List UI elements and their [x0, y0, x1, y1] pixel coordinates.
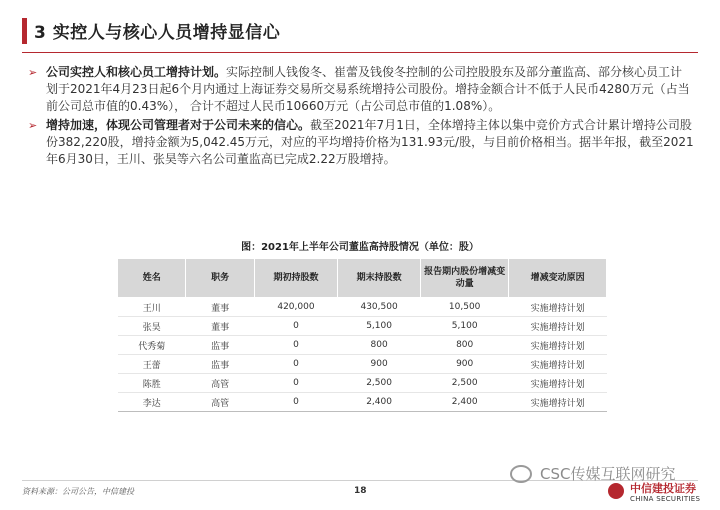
- table-row: [118, 317, 607, 336]
- col-header-reason: 增减变动原因: [509, 259, 607, 298]
- col-header-change: 报告期内股份增减变动量: [421, 259, 509, 298]
- company-logo: [608, 480, 708, 506]
- bullet-item: [26, 64, 694, 115]
- col-header-closing: 期末持股数: [338, 259, 421, 298]
- cell-opening: 0: [254, 336, 337, 355]
- cell-name: 张昊: [118, 317, 186, 336]
- cell-closing: 2,400: [338, 393, 421, 412]
- page-title: 3 实控人与核心人员增持显信心: [34, 23, 281, 43]
- cell-position: 监事: [186, 355, 254, 374]
- cell-reason: 实施增持计划: [509, 336, 607, 355]
- title-accent: [22, 18, 27, 44]
- cell-change: 10,500: [421, 298, 509, 317]
- table-row: [118, 355, 607, 374]
- cell-opening: 0: [254, 374, 337, 393]
- cell-change: 900: [421, 355, 509, 374]
- table-row: [118, 336, 607, 355]
- cell-opening: 0: [254, 355, 337, 374]
- cell-closing: 5,100: [338, 317, 421, 336]
- logo-mark-icon: [608, 483, 624, 499]
- cell-reason: 实施增持计划: [509, 393, 607, 412]
- table-row: [118, 393, 607, 412]
- cell-position: 高管: [186, 374, 254, 393]
- cell-position: 高管: [186, 393, 254, 412]
- cell-closing: 800: [338, 336, 421, 355]
- cell-reason: 实施增持计划: [509, 317, 607, 336]
- bullet-heading: 增持加速，体现公司管理者对于公司未来的信心。: [46, 118, 311, 132]
- cell-change: 2,500: [421, 374, 509, 393]
- cell-reason: 实施增持计划: [509, 298, 607, 317]
- cell-change: 800: [421, 336, 509, 355]
- bullet-text: 截至2021年7月1日，全体增持主体以集中竞价方式合计累计增持公司股份382,220股，增持金额为5,042.45万元，对应的平均增持价格为131.93元/股，与目前价格相当。据半年报，截至2021年6月30日，王川、张昊等六名公司董监高已完成2.22万股增持。: [46, 118, 694, 166]
- table-row: [118, 298, 607, 317]
- cell-reason: 实施增持计划: [509, 374, 607, 393]
- cell-closing: 2,500: [338, 374, 421, 393]
- bullet-item: [26, 117, 694, 168]
- bullet-arrow-icon: ➢: [28, 119, 38, 132]
- holdings-table: [117, 258, 607, 412]
- wechat-icon: [510, 465, 532, 483]
- col-header-position: 职务: [186, 259, 254, 298]
- cell-name: 李达: [118, 393, 186, 412]
- table-header-row: [118, 259, 607, 298]
- cell-closing: 430,500: [338, 298, 421, 317]
- col-header-name: 姓名: [118, 259, 186, 298]
- cell-name: 王川: [118, 298, 186, 317]
- cell-change: 5,100: [421, 317, 509, 336]
- cell-name: 王蕾: [118, 355, 186, 374]
- cell-opening: 0: [254, 393, 337, 412]
- body-text: [26, 64, 694, 170]
- logo-en-text: CHINA SECURITIES: [630, 495, 701, 503]
- cell-position: 监事: [186, 336, 254, 355]
- col-header-opening: 期初持股数: [254, 259, 337, 298]
- cell-closing: 900: [338, 355, 421, 374]
- table-title: 图：2021年上半年公司董监高持股情况（单位：股）: [241, 242, 479, 253]
- logo-cn-text: 中信建投证券: [630, 482, 696, 495]
- title-bar: [22, 14, 698, 53]
- bullet-heading: 公司实控人和核心员工增持计划。: [46, 65, 227, 79]
- table-row: [118, 374, 607, 393]
- cell-name: 代秀菊: [118, 336, 186, 355]
- cell-opening: 0: [254, 317, 337, 336]
- bullet-arrow-icon: ➢: [28, 66, 38, 79]
- watermark-text: CSC传媒互联网研究: [540, 465, 676, 483]
- cell-opening: 420,000: [254, 298, 337, 317]
- page-number: 18: [354, 486, 367, 496]
- cell-change: 2,400: [421, 393, 509, 412]
- source-note: 资料来源：公司公告，中信建投: [22, 487, 134, 496]
- cell-reason: 实施增持计划: [509, 355, 607, 374]
- cell-position: 董事: [186, 298, 254, 317]
- cell-position: 董事: [186, 317, 254, 336]
- bullet-text: 实际控制人钱俊冬、崔蕾及钱俊冬控制的公司控股股东及部分董监高、部分核心员工计划于2021年4月23日起6个月内通过上海证券交易所交易系统增持公司股份。增持金额合计不低于人民币4280万元（占当前公司总市值的0.43%）， 合计不超过人民币10660万元（占公司总市值的1.08%）。: [46, 65, 690, 113]
- cell-name: 陈胜: [118, 374, 186, 393]
